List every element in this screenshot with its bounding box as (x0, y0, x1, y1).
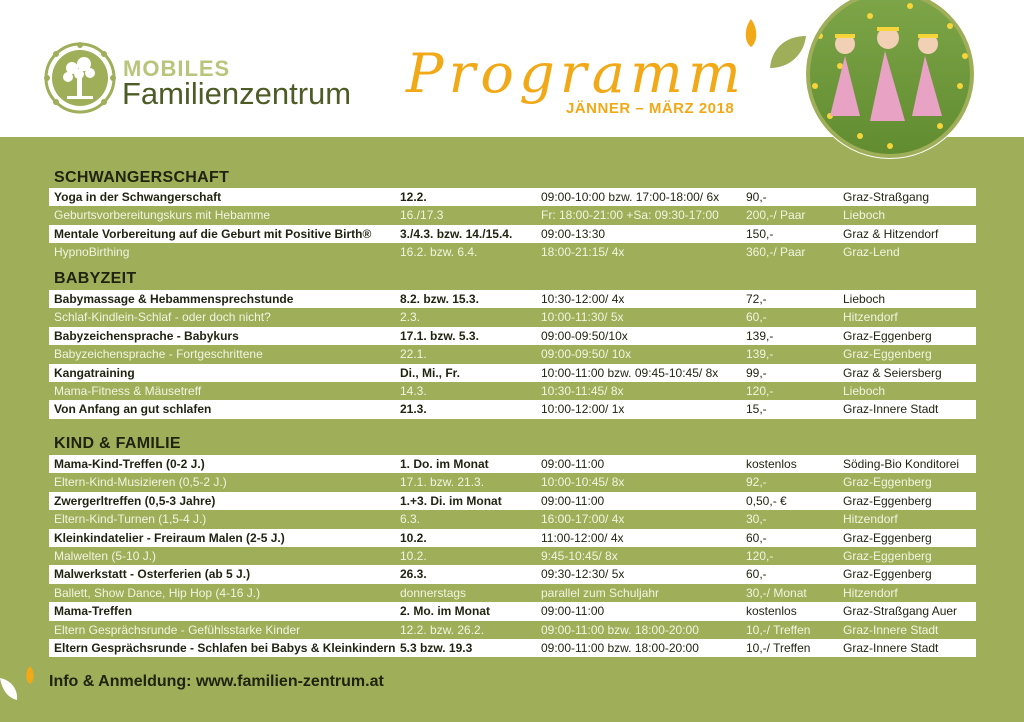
course-date: 12.2. bzw. 26.2. (400, 622, 485, 637)
table-row (49, 473, 976, 491)
course-location: Söding-Bio Konditorei (843, 457, 960, 471)
course-date: 21.3. (400, 402, 427, 417)
course-time: 09:30-12:30/ 5x (541, 567, 625, 582)
table-row (49, 455, 976, 473)
course-date: Di., Mi., Fr. (400, 365, 461, 380)
course-price: 15,- (746, 402, 767, 417)
course-location: Lieboch (843, 208, 886, 223)
course-price: 60,- (746, 530, 767, 545)
course-time: 09:00-10:00 bzw. 17:00-18:00/ 6x (541, 190, 720, 204)
section-heading: BABYZEIT (54, 270, 137, 287)
course-time: 10:00-12:00/ 1x (541, 402, 625, 417)
table-row (49, 188, 976, 206)
course-date: 8.2. bzw. 15.3. (400, 292, 479, 306)
brand-name: Familienzentrum (122, 76, 352, 111)
course-name: Yoga in der Schwangerschaft (54, 190, 222, 204)
course-location: Graz-Eggenberg (843, 493, 932, 508)
course-time: 10:30-12:00/ 4x (541, 292, 625, 306)
course-date: 26.3. (400, 567, 427, 582)
course-name: Ballett, Show Dance, Hip Hop (4-16 J.) (54, 585, 261, 600)
course-location: Graz-Eggenberg (843, 530, 932, 545)
course-price: 60,- (746, 567, 767, 582)
course-location: Graz-Straßgang Auer (843, 604, 958, 619)
table-row (49, 243, 976, 261)
course-location: Hitzendorf (843, 512, 898, 527)
course-time: parallel zum Schuljahr (541, 585, 660, 600)
course-price: 10,-/ Treffen (746, 622, 811, 637)
leaf-icon (742, 18, 760, 48)
course-time: 09:00-11:00 (541, 493, 605, 508)
course-price: 150,- (746, 226, 774, 241)
course-date: 1.+3. Di. im Monat (400, 493, 502, 508)
course-name: Babymassage & Hebammensprechstunde (54, 292, 294, 306)
course-time: 16:00-17:00/ 4x (541, 512, 625, 527)
course-price: 90,- (746, 190, 767, 204)
table-row (49, 308, 976, 326)
table-row (49, 639, 976, 657)
section-table (49, 455, 976, 657)
course-name: Mentale Vorbereitung auf die Geburt mit Positive Birth® (54, 226, 372, 241)
course-date: 12.2. (400, 190, 427, 204)
course-time: 09:00-11:00 bzw. 18:00-20:00 (541, 640, 699, 655)
course-date: 2.3. (400, 310, 421, 325)
table-row (49, 510, 976, 528)
course-location: Graz-Eggenberg (843, 328, 932, 343)
course-location: Graz-Eggenberg (843, 475, 932, 490)
course-date: 10.2. (400, 548, 427, 563)
course-location: Graz & Seiersberg (843, 365, 942, 380)
course-time: 10:00-11:30/ 5x (541, 310, 624, 325)
course-name: Zwergerltreffen (0,5-3 Jahre) (54, 493, 216, 508)
course-time: 09:00-09:50/ 10x (541, 347, 632, 362)
course-location: Hitzendorf (843, 310, 898, 325)
course-name: Mama-Fitness & Mäusetreff (54, 383, 202, 398)
course-price: kostenlos (746, 457, 797, 471)
table-row (49, 492, 976, 510)
course-location: Graz-Eggenberg (843, 567, 932, 582)
section-table (49, 188, 976, 262)
course-location: Graz-Eggenberg (843, 347, 932, 362)
course-time: 10:00-10:45/ 8x (541, 475, 625, 490)
table-row (49, 621, 976, 639)
course-time: 09:00-11:00 (541, 457, 605, 471)
brand-top: MOBILES (123, 56, 231, 81)
course-name: Kleinkindatelier - Freiraum Malen (2-5 J.) (54, 530, 285, 545)
table-row (49, 529, 976, 547)
course-location: Graz-Innere Stadt (843, 640, 939, 655)
course-name: Eltern-Kind-Turnen (1,5-4 J.) (54, 512, 207, 527)
course-name: Babyzeichensprache - Babykurs (54, 328, 239, 343)
course-date: 10.2. (400, 530, 427, 545)
course-price: 72,- (746, 292, 767, 306)
children-photo (800, 0, 980, 164)
course-date: 6.3. (400, 512, 421, 527)
section-table (49, 290, 976, 419)
course-price: 30,- (746, 512, 767, 527)
course-price: 0,50,- € (746, 493, 787, 508)
course-price: 120,- (746, 548, 774, 563)
course-date: 17.1. bzw. 5.3. (400, 328, 479, 343)
section-heading: KIND & FAMILIE (54, 435, 181, 452)
program-title-text: Programm (404, 42, 746, 105)
course-location: Graz-Innere Stadt (843, 402, 939, 417)
course-date: 22.1. (400, 347, 427, 362)
course-name: Eltern Gesprächsrunde - Gefühlsstarke Kinder (54, 622, 301, 637)
course-time: 10:00-11:00 bzw. 09:45-10:45/ 8x (541, 365, 719, 380)
course-name: Mama-Treffen (54, 604, 133, 619)
course-time: Fr: 18:00-21:00 +Sa: 09:30-17:00 (541, 208, 719, 223)
course-time: 09:00-13:30 (541, 226, 606, 241)
course-name: Geburtsvorbereitungskurs mit Hebamme (54, 208, 271, 223)
tree-logo-icon (42, 40, 118, 116)
course-price: 360,-/ Paar (746, 245, 806, 260)
course-price: 99,- (746, 365, 767, 380)
course-name: Schlaf-Kindlein-Schlaf - oder doch nicht? (54, 310, 271, 325)
course-date: 3./4.3. bzw. 14./15.4. (400, 226, 513, 241)
course-name: Kangatraining (54, 365, 135, 380)
course-price: 120,- (746, 383, 774, 398)
footer-info: Info & Anmeldung: www.familien-zentrum.at (49, 673, 384, 690)
table-row (49, 547, 976, 565)
course-price: 139,- (746, 328, 774, 343)
course-date: 16./17.3 (400, 208, 444, 223)
course-time: 09:00-09:50/10x (541, 328, 628, 343)
course-price: 200,-/ Paar (746, 208, 806, 223)
course-date: donnerstags (400, 585, 467, 600)
course-name: Eltern Gesprächsrunde - Schlafen bei Babys & Kleinkindern (54, 640, 396, 655)
course-name: Eltern-Kind-Musizieren (0,5-2 J.) (54, 475, 227, 490)
course-name: Malwerkstatt - Osterferien (ab 5 J.) (54, 567, 251, 582)
course-date: 2. Mo. im Monat (400, 604, 490, 619)
table-row (49, 327, 976, 345)
table-row (49, 290, 976, 308)
course-name: Malwelten (5-10 J.) (54, 548, 157, 563)
table-row (49, 345, 976, 363)
course-location: Graz & Hitzendorf (843, 226, 939, 241)
course-time: 11:00-12:00/ 4x (541, 530, 624, 545)
course-date: 16.2. bzw. 6.4. (400, 245, 478, 260)
table-row (49, 565, 976, 583)
table-row (49, 382, 976, 400)
table-row (49, 584, 976, 602)
course-time: 09:00-11:00 (541, 604, 605, 619)
course-time: 9:45-10:45/ 8x (541, 548, 618, 563)
table-row (49, 400, 976, 418)
course-date: 14.3. (400, 383, 427, 398)
course-time: 09:00-11:00 bzw. 18:00-20:00 (541, 622, 699, 637)
course-price: 30,-/ Monat (746, 585, 807, 600)
course-name: Von Anfang an gut schlafen (54, 402, 212, 417)
table-row (49, 602, 976, 620)
course-price: 10,-/ Treffen (746, 640, 811, 655)
course-location: Graz-Innere Stadt (843, 622, 939, 637)
course-date: 17.1. bzw. 21.3. (400, 475, 485, 490)
date-range: JÄNNER – MÄRZ 2018 (566, 100, 735, 117)
section-heading: SCHWANGERSCHAFT (54, 169, 230, 186)
course-date: 1. Do. im Monat (400, 457, 489, 471)
course-time: 10:30-11:45/ 8x (541, 383, 624, 398)
course-time: 18:00-21:15/ 4x (541, 245, 625, 260)
course-name: HypnoBirthing (54, 245, 130, 260)
course-location: Graz-Straßgang (843, 190, 930, 204)
course-name: Mama-Kind-Treffen (0-2 J.) (54, 457, 205, 471)
course-price: 92,- (746, 475, 767, 490)
course-date: 5.3 bzw. 19.3 (400, 640, 473, 655)
table-row (49, 206, 976, 224)
course-location: Hitzendorf (843, 585, 898, 600)
course-location: Lieboch (843, 383, 886, 398)
table-row (49, 364, 976, 382)
course-location: Graz-Lend (843, 245, 900, 260)
leaf-icon (0, 662, 34, 702)
course-price: 139,- (746, 347, 774, 362)
course-name: Babyzeichensprache - Fortgeschrittene (54, 347, 263, 362)
course-price: 60,- (746, 310, 767, 325)
table-row (49, 225, 976, 243)
course-location: Graz-Eggenberg (843, 548, 932, 563)
course-location: Lieboch (843, 292, 886, 306)
course-price: kostenlos (746, 604, 797, 619)
